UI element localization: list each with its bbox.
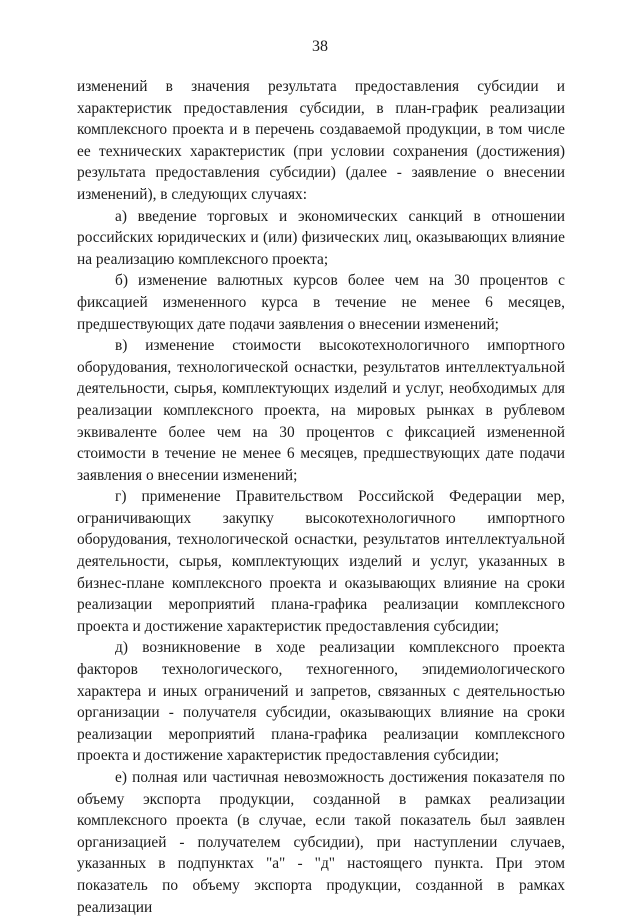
page-number: 38 bbox=[312, 38, 328, 55]
document-body bbox=[77, 76, 565, 918]
paragraph-item-b: б) изменение валютных курсов более чем на 30 процентов с фиксацией измененного курса в течение не менее 6 месяцев, предшествующих дате подачи заявления о внесении изменений; bbox=[77, 272, 565, 333]
paragraph-item-e: е) полная или частичная невозможность достижения показателя по объему экспорта продукции, созданной в рамках реализации комплексного проекта (в случае, если такой показатель был заявлен организацией - получателем субсидии), при наступлении случаев, указанных в подпунктах "а" - "д" настоящего пункта. При этом показатель по объему экспорта продукции, созданной в рамках реализации bbox=[77, 769, 565, 916]
paragraph-intro: изменений в значения результата предоставления субсидии и характеристик предоставления субсидии, в план-график реализации комплексного проекта и в перечень создаваемой продукции, в том числе ее технических характеристик (при условии сохранения (достижения) результата предоставления субсидии) (далее - заявление о внесении изменений), в следующих случаях: bbox=[77, 78, 565, 203]
paragraph-item-v: в) изменение стоимости высокотехнологичного импортного оборудования, технологической оснастки, результатов интеллектуальной деятельности, сырья, комплектующих изделий и услуг, необходимых для реализации комплексного проекта, на мировых рынках в рублевом эквиваленте более чем на 30 процентов с фиксацией измененной стоимости в течение не менее 6 месяцев, предшествующих дате подачи заявления о внесении изменений; bbox=[77, 337, 565, 484]
paragraph-item-d: д) возникновение в ходе реализации комплексного проекта факторов технологического, техногенного, эпидемиологического характера и иных ограничений и запретов, связанных с деятельностью организации - получателя субсидии, оказывающих влияние на сроки реализации мероприятий плана-графика реализации комплексного проекта и достижение характеристик предоставления субсидии; bbox=[77, 639, 565, 765]
paragraph-item-g: г) применение Правительством Российской Федерации мер, ограничивающих закупку высокотехнологичного импортного оборудования, технологической оснастки, результатов интеллектуальной деятельности, сырья, комплектующих изделий и услуг, указанных в бизнес-плане комплексного проекта и оказывающих влияние на сроки реализации мероприятий плана-графика реализации комплексного проекта и достижение характеристик предоставления субсидии; bbox=[77, 488, 565, 635]
paragraph-item-a: а) введение торговых и экономических санкций в отношении российских юридических и (или) физических лиц, оказывающих влияние на реализацию комплексного проекта; bbox=[77, 207, 565, 268]
